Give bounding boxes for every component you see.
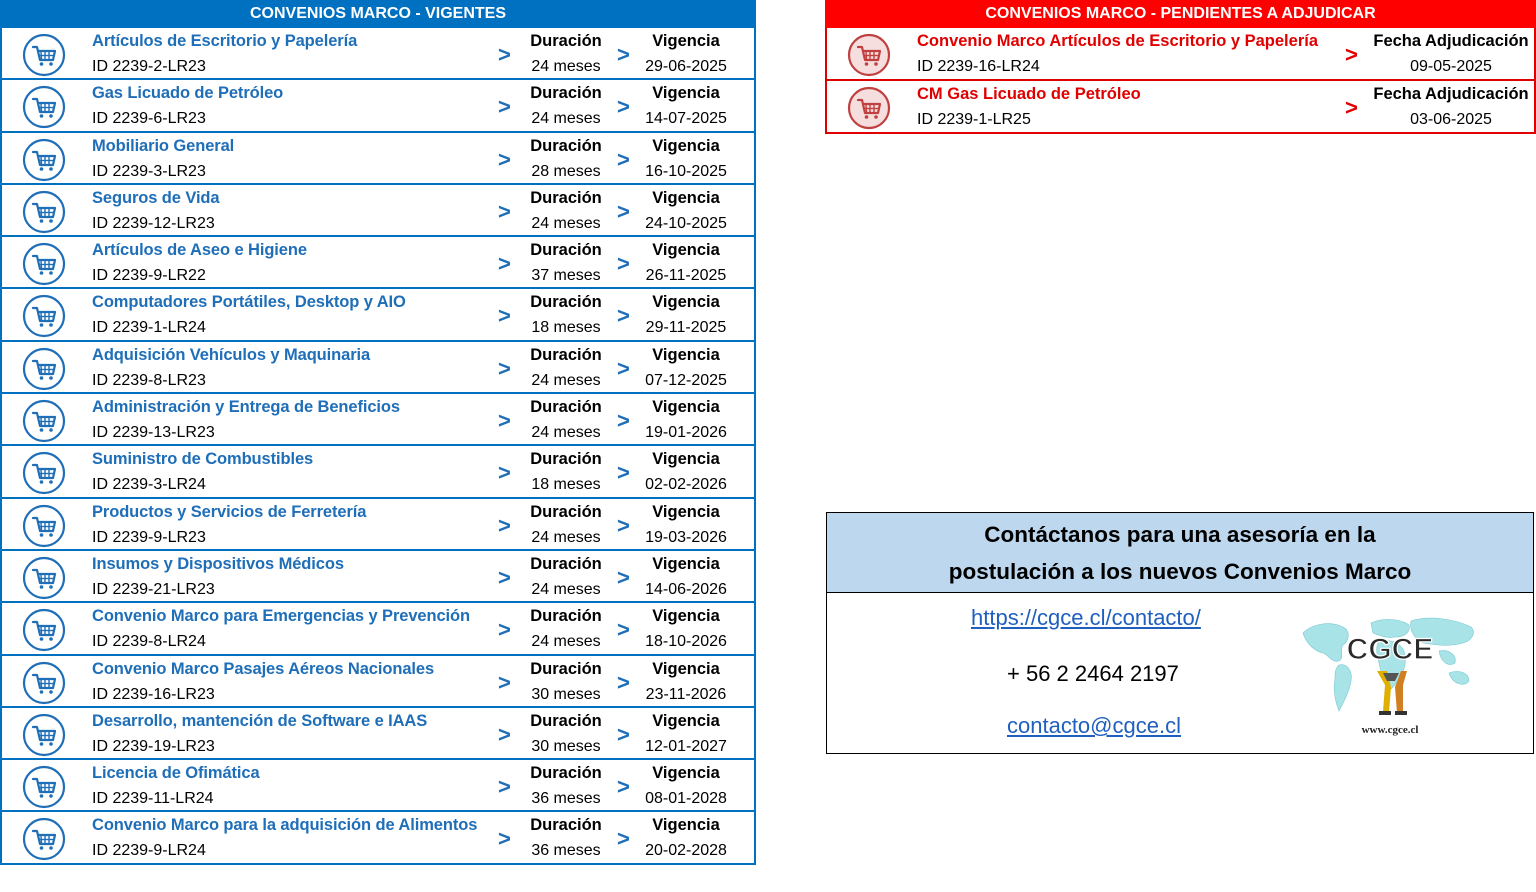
cart-icon [22, 85, 66, 129]
duracion-label: Duración [530, 764, 602, 783]
duracion-value: 24 meses [531, 214, 601, 232]
duracion-value: 36 meses [531, 790, 601, 808]
chevron-right-icon: > [617, 669, 630, 695]
vigencia-value: 02-02-2026 [645, 476, 727, 494]
convenio-id: ID 2239-3-LR23 [92, 162, 206, 180]
convenio-title[interactable]: Artículos de Escritorio y Papelería [92, 32, 358, 50]
chevron-right-icon: > [498, 251, 511, 277]
duracion-value: 24 meses [531, 633, 601, 651]
convenio-id: ID 2239-9-LR22 [92, 267, 206, 285]
convenio-id: ID 2239-9-LR24 [92, 842, 206, 860]
vigentes-list [0, 28, 756, 865]
convenio-title[interactable]: Gas Licuado de Petróleo [92, 84, 284, 103]
vigente-row[interactable] [0, 499, 756, 551]
cart-icon [22, 399, 66, 443]
convenio-title[interactable]: Administración y Entrega de Beneficios [92, 398, 400, 417]
chevron-right-icon: > [498, 146, 511, 172]
duracion-label: Duración [530, 345, 602, 364]
convenio-title[interactable]: CM Gas Licuado de Petróleo [917, 85, 1141, 103]
contact-heading [827, 513, 1533, 593]
vigencia-label: Vigencia [652, 554, 720, 573]
chevron-right-icon: > [498, 564, 511, 590]
vigencia-value: 19-03-2026 [645, 528, 727, 546]
convenio-id: ID 2239-1-LR24 [92, 319, 206, 337]
cart-icon [22, 451, 66, 495]
chevron-right-icon: > [498, 774, 511, 800]
convenio-id: ID 2239-16-LR23 [92, 685, 215, 703]
duracion-value: 18 meses [531, 476, 601, 494]
vigencia-value: 24-10-2025 [645, 214, 727, 232]
cart-icon [22, 817, 66, 861]
chevron-right-icon: > [498, 512, 511, 538]
vigencia-value: 18-10-2026 [645, 633, 727, 651]
duracion-value: 24 meses [531, 424, 601, 442]
vigente-row[interactable] [0, 80, 756, 132]
convenio-title[interactable]: Artículos de Aseo e Higiene [92, 241, 307, 260]
pendientes-header: CONVENIOS MARCO - PENDIENTES A ADJUDICAR [825, 0, 1536, 28]
vigencia-value: 23-11-2026 [645, 685, 727, 703]
duracion-label: Duración [530, 84, 602, 103]
cart-icon [847, 33, 891, 77]
convenio-title[interactable]: Insumos y Dispositivos Médicos [92, 554, 344, 573]
duracion-label: Duración [530, 450, 602, 469]
chevron-right-icon: > [498, 408, 511, 434]
vigente-row[interactable] [0, 760, 756, 812]
duracion-label: Duración [530, 32, 602, 50]
vigencia-label: Vigencia [652, 659, 720, 678]
chevron-right-icon: > [498, 94, 511, 120]
convenio-title[interactable]: Convenio Marco Pasajes Aéreos Nacionales [92, 659, 435, 678]
duracion-value: 24 meses [531, 528, 601, 546]
vigente-row[interactable] [0, 812, 756, 864]
duracion-label: Duración [530, 398, 602, 417]
vigentes-panel [0, 0, 756, 892]
pendiente-row[interactable] [825, 28, 1536, 81]
chevron-right-icon: > [617, 774, 630, 800]
pendiente-row[interactable] [825, 81, 1536, 134]
fecha-adjudicacion-label: Fecha Adjudicación [1373, 32, 1529, 50]
convenio-title[interactable]: Convenio Marco para la adquisición de Alimentos [92, 816, 478, 835]
convenio-id: ID 2239-19-LR23 [92, 737, 215, 755]
vigencia-value: 14-06-2026 [645, 580, 727, 598]
cart-icon [22, 765, 66, 809]
cart-icon [22, 347, 66, 391]
duracion-value: 24 meses [531, 58, 601, 75]
convenio-title[interactable]: Convenio Marco para Emergencias y Prevención [92, 607, 470, 626]
convenio-title[interactable]: Desarrollo, mantención de Software e IAAS [92, 711, 428, 730]
convenio-title[interactable]: Adquisición Vehículos y Maquinaria [92, 345, 371, 364]
vigencia-label: Vigencia [652, 345, 720, 364]
contact-box [826, 512, 1534, 754]
convenio-id: ID 2239-11-LR24 [92, 790, 214, 808]
cart-icon [22, 713, 66, 757]
cart-icon [22, 138, 66, 182]
convenio-id: ID 2239-13-LR23 [92, 424, 215, 442]
duracion-label: Duración [530, 188, 602, 207]
vigente-row[interactable] [0, 603, 756, 655]
vigencia-value: 26-11-2025 [645, 267, 727, 285]
vigencia-label: Vigencia [652, 293, 720, 312]
vigencia-label: Vigencia [652, 711, 720, 730]
chevron-right-icon: > [617, 355, 630, 381]
chevron-right-icon: > [498, 355, 511, 381]
cart-icon [22, 190, 66, 234]
logo-figures-icon [1377, 671, 1407, 715]
vigente-row[interactable] [0, 446, 756, 498]
vigencia-label: Vigencia [652, 502, 720, 521]
duracion-label: Duración [530, 502, 602, 521]
convenio-title[interactable]: Convenio Marco Artículos de Escritorio y Papelería [917, 32, 1319, 50]
duracion-value: 24 meses [531, 371, 601, 389]
convenio-id: ID 2239-6-LR23 [92, 110, 206, 128]
cart-icon [22, 294, 66, 338]
fecha-adjudicacion-value: 03-06-2025 [1410, 111, 1492, 128]
vigente-row[interactable] [0, 656, 756, 708]
vigencia-label: Vigencia [652, 84, 720, 103]
vigente-row[interactable] [0, 289, 756, 341]
contact-heading-line1: Contáctanos para una asesoría en la [984, 522, 1376, 547]
chevron-right-icon: > [498, 617, 511, 643]
duracion-value: 30 meses [531, 685, 601, 703]
vigente-row[interactable] [0, 394, 756, 446]
pendientes-list [825, 28, 1536, 134]
vigencia-value: 20-02-2028 [645, 842, 727, 860]
convenio-id: ID 2239-8-LR24 [92, 633, 206, 651]
duracion-value: 24 meses [531, 110, 601, 128]
vigente-row[interactable] [0, 28, 756, 80]
contact-heading-line2: postulación a los nuevos Convenios Marco [948, 559, 1412, 584]
convenio-id: ID 2239-2-LR23 [92, 58, 206, 75]
chevron-right-icon: > [498, 669, 511, 695]
cart-icon [22, 556, 66, 600]
chevron-right-icon: > [498, 460, 511, 486]
vigencia-label: Vigencia [652, 816, 720, 835]
contact-url-link[interactable]: https://cgce.cl/contacto/ [971, 605, 1201, 630]
chevron-right-icon: > [498, 198, 511, 224]
duracion-label: Duración [530, 293, 602, 312]
vigencia-label: Vigencia [652, 398, 720, 417]
convenio-id: ID 2239-12-LR23 [92, 214, 215, 232]
convenio-title[interactable]: Suministro de Combustibles [92, 450, 314, 469]
vigencia-label: Vigencia [652, 136, 720, 155]
vigencia-value: 16-10-2025 [645, 162, 727, 180]
cart-icon [22, 33, 66, 77]
convenio-title[interactable]: Mobiliario General [92, 136, 235, 155]
vigencia-value: 29-06-2025 [645, 58, 727, 75]
fecha-adjudicacion-label: Fecha Adjudicación [1373, 85, 1529, 103]
cart-icon [22, 661, 66, 705]
convenio-title[interactable]: Licencia de Ofimática [92, 764, 260, 783]
vigencia-value: 19-01-2026 [645, 424, 727, 442]
convenio-id: ID 2239-1-LR25 [917, 111, 1031, 128]
vigencia-label: Vigencia [652, 32, 720, 50]
vigencia-label: Vigencia [652, 241, 720, 260]
chevron-right-icon: > [1345, 95, 1358, 120]
duracion-label: Duración [530, 711, 602, 730]
cgce-logo [1299, 611, 1481, 739]
chevron-right-icon: > [617, 251, 630, 277]
chevron-right-icon: > [617, 146, 630, 172]
duracion-label: Duración [530, 136, 602, 155]
contact-phone: + 56 2 2464 2197 [1007, 661, 1179, 686]
duracion-label: Duración [530, 554, 602, 573]
vigentes-header: CONVENIOS MARCO - VIGENTES [0, 0, 756, 28]
chevron-right-icon: > [617, 617, 630, 643]
chevron-right-icon: > [1345, 42, 1358, 67]
vigente-row[interactable] [0, 342, 756, 394]
convenio-title[interactable]: Seguros de Vida [92, 188, 220, 207]
convenio-title[interactable]: Productos y Servicios de Ferretería [92, 502, 367, 521]
duracion-label: Duración [530, 241, 602, 260]
convenio-id: ID 2239-3-LR24 [92, 476, 206, 494]
convenio-title[interactable]: Computadores Portátiles, Desktop y AIO [92, 293, 406, 312]
cart-icon [847, 86, 891, 130]
logo-url-text: www.cgce.cl [1361, 724, 1419, 736]
chevron-right-icon: > [498, 826, 511, 852]
logo-text: CGCE [1346, 633, 1434, 666]
chevron-right-icon: > [617, 721, 630, 747]
cart-icon [22, 608, 66, 652]
vigencia-label: Vigencia [652, 764, 720, 783]
convenio-id: ID 2239-16-LR24 [917, 58, 1040, 75]
cart-icon [22, 504, 66, 548]
fecha-adjudicacion-value: 09-05-2025 [1410, 58, 1492, 75]
contact-email-link[interactable]: contacto@cgce.cl [1007, 713, 1181, 738]
chevron-right-icon: > [617, 42, 630, 67]
duracion-value: 30 meses [531, 737, 601, 755]
duracion-label: Duración [530, 816, 602, 835]
duracion-label: Duración [530, 659, 602, 678]
pendientes-panel [825, 0, 1536, 134]
vigencia-value: 08-01-2028 [645, 790, 727, 808]
convenio-id: ID 2239-9-LR23 [92, 528, 206, 546]
chevron-right-icon: > [617, 198, 630, 224]
vigencia-label: Vigencia [652, 450, 720, 469]
vigente-row[interactable] [0, 551, 756, 603]
chevron-right-icon: > [617, 512, 630, 538]
chevron-right-icon: > [617, 564, 630, 590]
convenio-id: ID 2239-21-LR23 [92, 580, 215, 598]
duracion-value: 28 meses [531, 162, 601, 180]
vigente-row[interactable] [0, 185, 756, 237]
chevron-right-icon: > [498, 721, 511, 747]
vigencia-value: 07-12-2025 [645, 371, 727, 389]
vigencia-label: Vigencia [652, 188, 720, 207]
duracion-value: 37 meses [531, 267, 601, 285]
vigencia-value: 12-01-2027 [645, 737, 727, 755]
vigencia-label: Vigencia [652, 607, 720, 626]
vigencia-value: 14-07-2025 [645, 110, 727, 128]
chevron-right-icon: > [617, 460, 630, 486]
chevron-right-icon: > [617, 94, 630, 120]
duracion-value: 36 meses [531, 842, 601, 860]
chevron-right-icon: > [498, 303, 511, 329]
chevron-right-icon: > [498, 42, 511, 67]
chevron-right-icon: > [617, 303, 630, 329]
duracion-value: 24 meses [531, 580, 601, 598]
vigente-row[interactable] [0, 237, 756, 289]
duracion-label: Duración [530, 607, 602, 626]
chevron-right-icon: > [617, 408, 630, 434]
vigencia-value: 29-11-2025 [645, 319, 727, 337]
duracion-value: 18 meses [531, 319, 601, 337]
convenio-id: ID 2239-8-LR23 [92, 371, 206, 389]
vigente-row[interactable] [0, 133, 756, 185]
chevron-right-icon: > [617, 826, 630, 852]
cart-icon [22, 242, 66, 286]
vigente-row[interactable] [0, 708, 756, 760]
